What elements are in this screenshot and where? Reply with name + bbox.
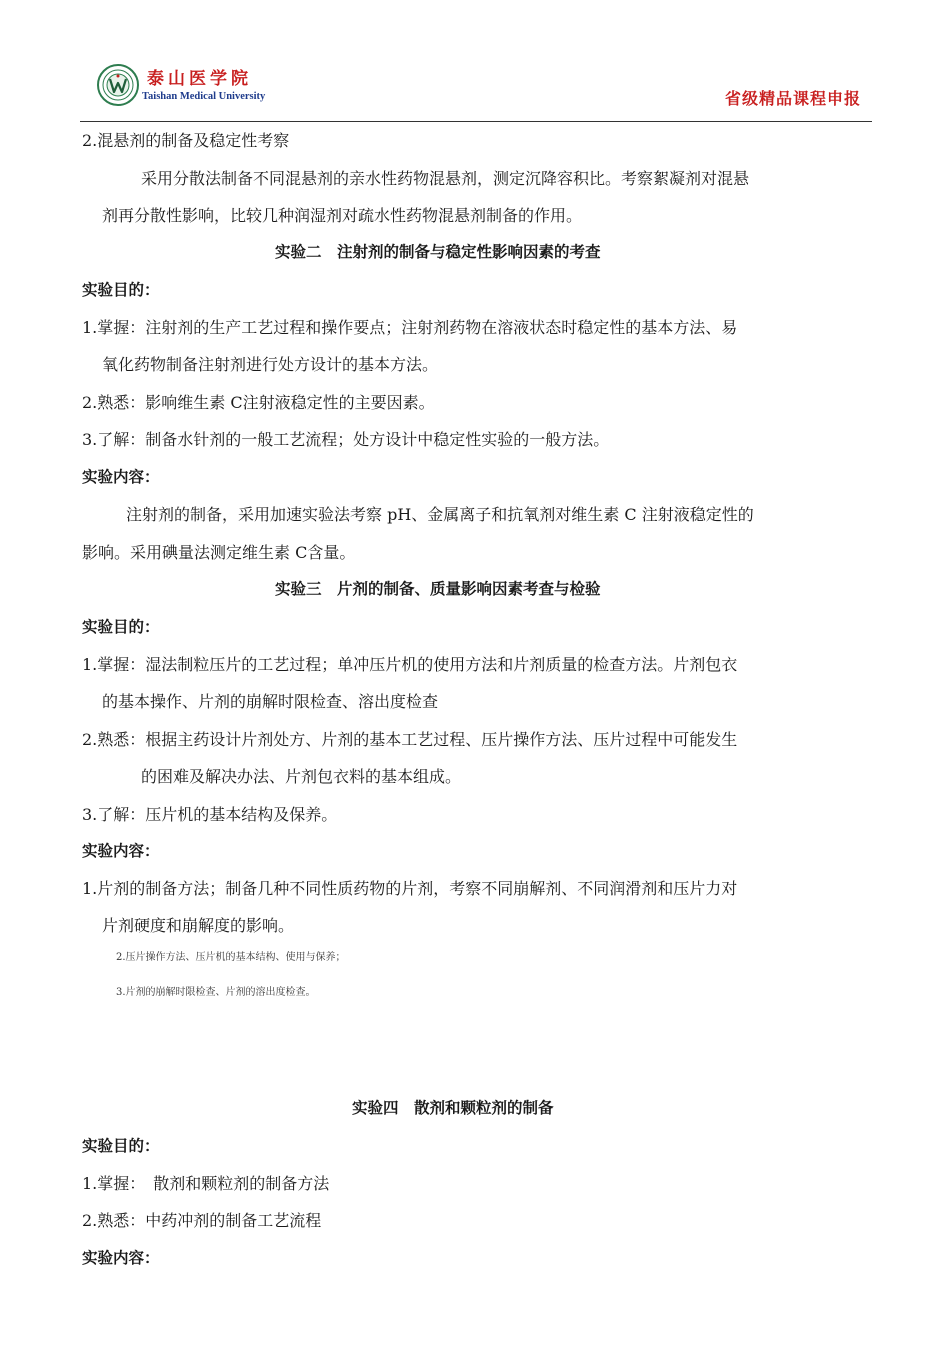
header-divider (80, 121, 872, 122)
paragraph-line: 注射剂的制备，采用加速实验法考察 pH、金属离子和抗氧剂对维生素 C 注射液稳定性的 (126, 505, 754, 524)
school-name-cn: 泰山医学院 (147, 69, 252, 89)
experiment-heading: 实验二 注射剂的制备与稳定性影响因素的考查 (275, 243, 601, 261)
list-item-continued: 的困难及解决办法、片剂包衣料的基本组成。 (141, 767, 462, 786)
list-item: 1.片剂的制备方法；制备几种不同性质药物的片剂，考察不同崩解剂、不同润滑剂和压片力对 (82, 879, 738, 898)
list-item-continued: 氧化药物制备注射剂进行处方设计的基本方法。 (102, 355, 439, 374)
university-logo-icon (97, 64, 139, 106)
paragraph-line: 剂再分散性影响，比较几种润湿剂对疏水性药物混悬剂制备的作用。 (102, 206, 583, 225)
section-title: 2.混悬剂的制备及稳定性考察 (82, 131, 290, 150)
list-item-continued: 的基本操作、片剂的崩解时限检查、溶出度检查 (102, 692, 439, 711)
list-item: 1.掌握：湿法制粒压片的工艺过程；单冲压片机的使用方法和片剂质量的检查方法。片剂包衣 (82, 655, 738, 674)
experiment-heading: 实验三 片剂的制备、质量影响因素考查与检验 (275, 580, 601, 598)
paragraph-line: 影响。采用碘量法测定维生素 C含量。 (82, 543, 356, 562)
page-header (95, 62, 875, 122)
list-item: 1.掌握： 散剂和颗粒剂的制备方法 (82, 1174, 330, 1193)
paragraph-line: 采用分散法制备不同混悬剂的亲水性药物混悬剂，测定沉降容积比。考察絮凝剂对混悬 (141, 169, 750, 188)
subheading-objectives: 实验目的： (82, 1137, 160, 1155)
header-label: 省级精品课程申报 (724, 89, 861, 108)
list-item-continued: 片剂硬度和崩解度的影响。 (102, 916, 295, 935)
list-item-small: 2.压片操作方法、压片机的基本结构、使用与保养； (116, 952, 346, 963)
subheading-content: 实验内容： (82, 842, 160, 860)
subheading-objectives: 实验目的： (82, 618, 160, 636)
subheading-content: 实验内容： (82, 1249, 160, 1267)
subheading-objectives: 实验目的： (82, 281, 160, 299)
experiment-heading: 实验四 散剂和颗粒剂的制备 (352, 1099, 554, 1117)
list-item: 3.了解：制备水针剂的一般工艺流程；处方设计中稳定性实验的一般方法。 (82, 430, 610, 449)
list-item: 2.熟悉：根据主药设计片剂处方、片剂的基本工艺过程、压片操作方法、压片过程中可能发生 (82, 730, 738, 749)
list-item-small: 3.片剂的崩解时限检查、片剂的溶出度检查。 (116, 987, 316, 998)
list-item: 2.熟悉：影响维生素 C注射液稳定性的主要因素。 (82, 393, 435, 412)
list-item: 2.熟悉：中药冲剂的制备工艺流程 (82, 1211, 322, 1230)
school-name-en: Taishan Medical University (142, 91, 266, 102)
list-item: 1.掌握：注射剂的生产工艺过程和操作要点；注射剂药物在溶液状态时稳定性的基本方法、易 (82, 318, 738, 337)
list-item: 3.了解：压片机的基本结构及保养。 (82, 805, 338, 824)
subheading-content: 实验内容： (82, 468, 160, 486)
